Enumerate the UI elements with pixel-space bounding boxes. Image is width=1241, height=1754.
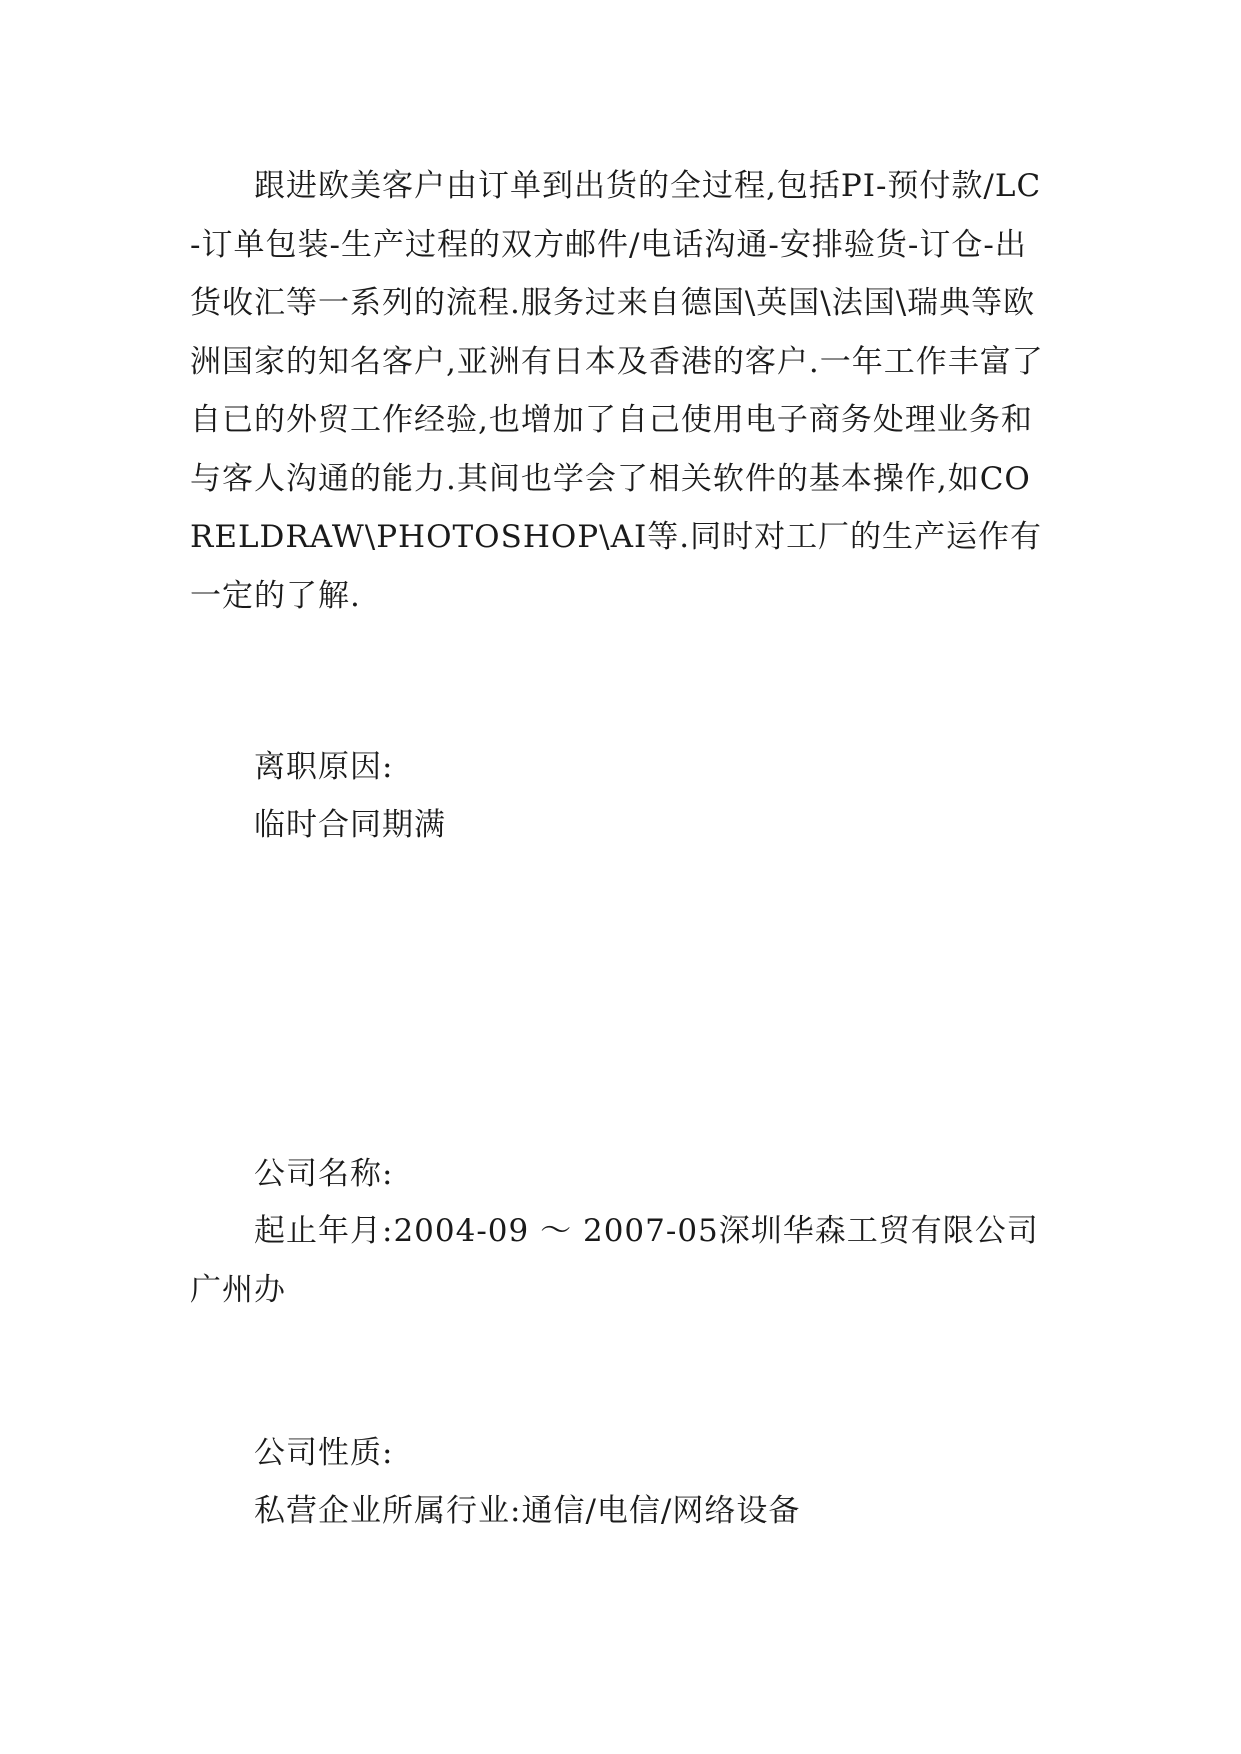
industry-line: 私营企业所属行业:通信/电信/网络设备	[254, 1493, 801, 1529]
employment-period-line: 起止年月:2004-09 ～ 2007-05深圳华森工贸有限公司广州办	[190, 1213, 1039, 1308]
leaving-reason-label: 离职原因:	[254, 749, 394, 785]
company-nature-label: 公司性质:	[254, 1435, 394, 1471]
leaving-reason-value: 临时合同期满	[254, 807, 446, 843]
job-description-paragraph: 跟进欧美客户由订单到出货的全过程,包括PI-预付款/LC-订单包装-生产过程的双方邮件/电话沟通-安排验货-订仓-出货收汇等一系列的流程.服务过来自德国\英国\法国\瑞典等欧洲国家的知名客户,亚洲有日本及香港的客户.一年工作丰富了自已的外贸工作经验,也增加了自己使用电子商务处理业务和与客人沟通的能力.其间也学会了相关软件的基本操作,如CORELDRAW\PHOTOSHOP\AI等.同时对工厂的生产运作有一定的了解.	[190, 168, 1044, 614]
company-name-label: 公司名称:	[254, 1156, 394, 1192]
